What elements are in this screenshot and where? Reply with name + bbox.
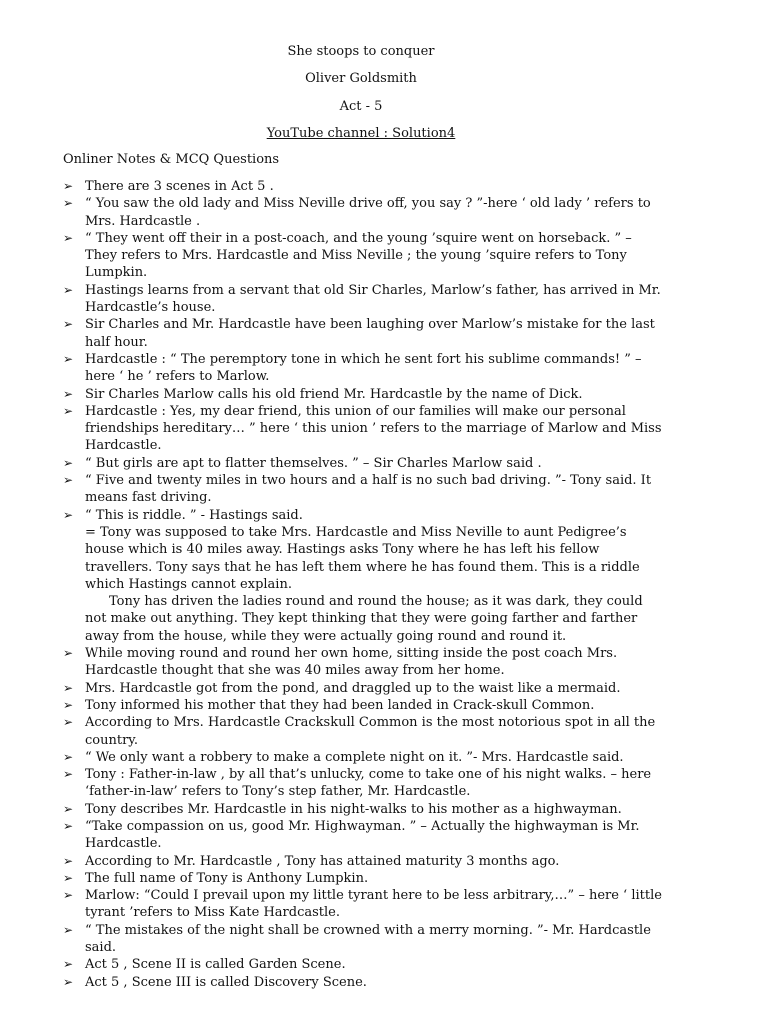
arrow-bullet-icon: ➢ [63,473,74,488]
arrow-bullet-icon: ➢ [63,715,74,730]
arrow-bullet-icon: ➢ [63,507,74,522]
list-item: ➢ “ They went off their in a post-coach, and the young ’squire went on horseback. ” – They refers to Mrs. Hardcastle and Miss Neville ; the young ’squire refers to Tony Lumpkin. [63,230,632,281]
list-item: ➢ Sir Charles and Mr. Hardcastle have been laughing over Marlow’s mistake for the last half hour. [63,317,655,350]
notes-list [63,178,663,991]
arrow-bullet-icon: ➢ [63,646,74,661]
list-item: ➢ Hardcastle : Yes, my dear friend, this union of our families will make our personal friendships hereditary… ” here ‘ this union ’ refers to the marriage of Marlow and Miss Hardcastle. [63,403,662,454]
document-title: She stoops to conquer [287,44,435,59]
list-item: ➢ “ But girls are apt to flatter themselves. ” – Sir Charles Marlow said . [63,455,542,471]
list-item: ➢ Act 5 , Scene II is called Garden Scene. [63,957,346,973]
arrow-bullet-icon: ➢ [63,749,74,764]
list-item: ➢ While moving round and round her own home, sitting inside the post coach Mrs. Hardcastle thought that she was 40 miles away from her home. [63,646,618,679]
list-item: ➢ Act 5 , Scene III is called Discovery Scene. [63,974,367,990]
list-item: ➢ “ The mistakes of the night shall be crowned with a merry morning. ”- Mr. Hardcastle said. [63,922,651,956]
list-item: ➢ According to Mr. Hardcastle , Tony has attained maturity 3 months ago. [63,853,560,869]
document-author: Oliver Goldsmith [305,71,417,86]
list-item: ➢ Tony informed his mother that they had been landed in Crack-skull Common. [63,697,595,713]
list-item: ➢ “Take compassion on us, good Mr. Highwayman. ” – Actually the highwayman is Mr. Hardcastle. [63,818,640,852]
arrow-bullet-icon: ➢ [63,853,74,868]
arrow-bullet-icon: ➢ [63,386,74,401]
notes-heading: Onliner Notes & MCQ Questions [63,152,280,167]
arrow-bullet-icon: ➢ [63,957,74,972]
arrow-bullet-icon: ➢ [63,230,74,245]
list-item: ➢ Marlow: “Could I prevail upon my little tyrant here to be less arbitrary,…” – here ‘ little tyrant ’refers to Miss Kate Hardcastle. [63,888,662,921]
list-item: ➢ According to Mrs. Hardcastle Crackskull Common is the most notorious spot in all the country. [63,715,656,748]
document-act: Act - 5 [339,99,383,114]
youtube-channel-line: YouTube channel : Solution4 [266,126,456,141]
arrow-bullet-icon: ➢ [63,455,74,470]
arrow-bullet-icon: ➢ [63,818,74,833]
riddle-paragraph-continued: Tony has driven the ladies round and round the house; as it was dark, they could not make out anything. They kept thinking that they were going farther and farther away from the house, while they were actually going round and round it. [85,594,643,644]
arrow-bullet-icon: ➢ [63,922,74,937]
arrow-bullet-icon: ➢ [63,282,74,297]
list-item: ➢ Tony : Father-in-law , by all that’s unlucky, come to take one of his night walks. – here ‘father-in-law’ refers to Tony’s step father, Mr. Hardcastle. [63,767,652,800]
arrow-bullet-icon: ➢ [63,870,74,885]
list-item: ➢ Tony describes Mr. Hardcastle in his night-walks to his mother as a highwayman. [63,801,622,817]
arrow-bullet-icon: ➢ [63,351,74,366]
list-item: ➢ Sir Charles Marlow calls his old friend Mr. Hardcastle by the name of Dick. [63,386,583,402]
arrow-bullet-icon: ➢ [63,403,74,418]
list-item: ➢ Mrs. Hardcastle got from the pond, and draggled up to the waist like a mermaid. [63,680,621,696]
riddle-paragraph: = Tony was supposed to take Mrs. Hardcastle and Miss Neville to aunt Pedigree’s house which is 40 miles away. Hastings asks Tony where he has left his fellow travellers. Tony says that he has left them where he has found them. This is a riddle which Hastings cannot explain. [85,524,640,592]
list-item: ➢ There are 3 scenes in Act 5 . [63,179,274,194]
list-item: ➢ “ You saw the old lady and Miss Neville drive off, you say ? ”-here ‘ old lady ’ refers to Mrs. Hardcastle . [63,196,651,229]
arrow-bullet-icon: ➢ [63,317,74,332]
arrow-bullet-icon: ➢ [63,697,74,712]
arrow-bullet-icon: ➢ [63,974,74,989]
arrow-bullet-icon: ➢ [63,767,74,782]
list-item: ➢ Hastings learns from a servant that old Sir Charles, Marlow’s father, has arrived in Mr. Hardcastle’s house. [63,282,661,316]
arrow-bullet-icon: ➢ [63,801,74,816]
list-item: ➢ Hardcastle : “ The peremptory tone in which he sent fort his sublime commands! ” – here ‘ he ’ refers to Marlow. [63,351,642,385]
list-item: ➢ “ We only want a robbery to make a complete night on it. ”- Mrs. Hardcastle said. [63,749,624,765]
arrow-bullet-icon: ➢ [63,196,74,211]
list-item: ➢ “ This is riddle. ” - Hastings said. [63,507,303,523]
arrow-bullet-icon: ➢ [63,179,74,193]
riddle-explanation [63,524,663,645]
arrow-bullet-icon: ➢ [63,888,74,903]
list-item: ➢ The full name of Tony is Anthony Lumpkin. [63,870,369,886]
arrow-bullet-icon: ➢ [63,680,74,695]
list-item: ➢ “ Five and twenty miles in two hours and a half is no such bad driving. ”- Tony said. It means fast driving. [63,473,652,506]
